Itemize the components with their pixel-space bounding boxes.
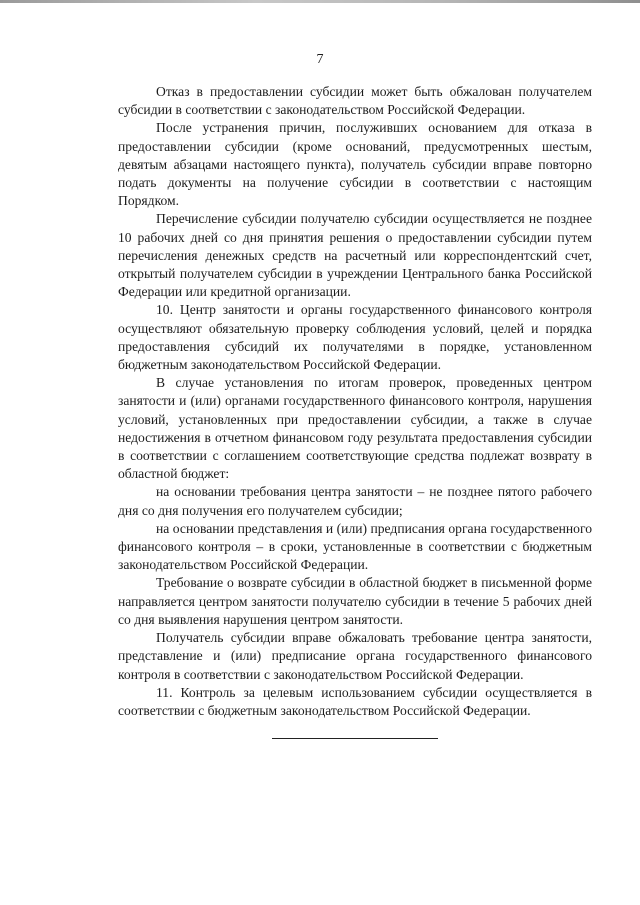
paragraph-appeal-refusal: Отказ в предоставлении субсидии может быть обжалован получателем субсидии в соответствии с законодательством Российской Федерации.	[118, 84, 592, 118]
paragraph-clause-11: 11. Контроль за целевым использованием субсидии осуществляется в соответствии с бюджетным законодательством Российской Федерации.	[118, 684, 592, 718]
document-body	[118, 83, 592, 720]
scan-edge	[0, 0, 640, 3]
end-divider	[272, 738, 438, 739]
paragraph-clause-10: 10. Центр занятости и органы государственного финансового контроля осуществляют обязательную проверку соблюдения условий, целей и порядка предоставления субсидий их получателями в порядке, установленном бюджетным законодательством Российской Федерации.	[118, 302, 592, 373]
paragraph-written-demand: Требование о возврате субсидии в областной бюджет в письменной форме направляется центром занятости получателю субсидии в течение 5 рабочих дней со дня выявления нарушения центром занятости.	[118, 575, 592, 627]
paragraph-resubmission: После устранения причин, послуживших основанием для отказа в предоставлении субсидии (кроме оснований, предусмотренных шестым, девятым абзацами настоящего пункта), получатель субсидии вправе повторно подать документы на получение субсидии в соответствии с настоящим Порядком.	[118, 120, 592, 209]
paragraph-transfer: Перечисление субсидии получателю субсидии осуществляется не позднее 10 рабочих дней со дня принятия решения о предоставлении субсидии путем перечисления денежных средств на расчетный или корреспондентский счет, открытый получателем субсидии в учреждении Центрального банка Российской Федерации или кредитной организации.	[118, 211, 592, 300]
paragraph-employment-center-demand: на основании требования центра занятости – не позднее пятого рабочего дня со дня получения его получателем субсидии;	[118, 484, 592, 518]
page-number: 7	[316, 52, 324, 67]
paragraph-appeal-demand: Получатель субсидии вправе обжаловать требование центра занятости, представление и (или) предписание органа государственного финансового контроля в соответствии с законодательством Российской Федерации.	[118, 630, 592, 682]
paragraph-violation-return: В случае установления по итогам проверок, проведенных центром занятости и (или) органами государственного финансового контроля, нарушения условий, установленных при предоставлении субсидии, а также в случае недостижения в отчетном финансовом году результата предоставления субсидии в соответствии с соглашением соответствующие средства подлежат возврату в областной бюджет:	[118, 375, 592, 482]
paragraph-financial-control-order: на основании представления и (или) предписания органа государственного финансового контроля – в сроки, установленные в соответствии с бюджетным законодательством Российской Федерации.	[118, 520, 592, 573]
